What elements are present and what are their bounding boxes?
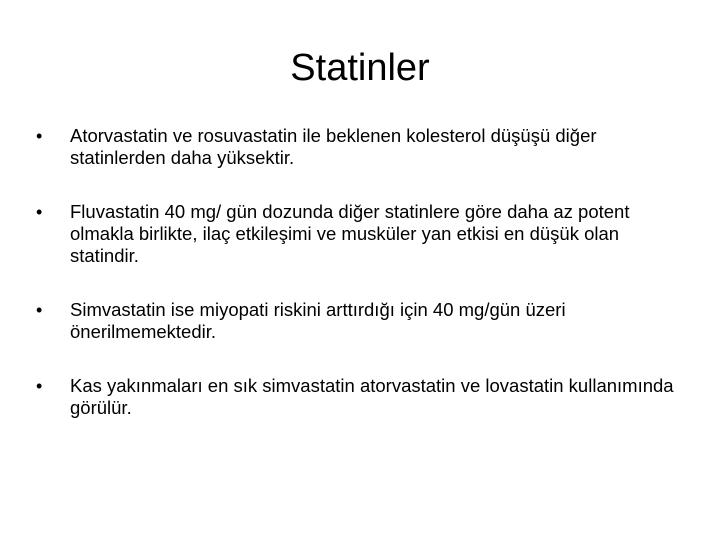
bullet-text: Fluvastatin 40 mg/ gün dozunda diğer statinlere göre daha az potent olmakla birlikte, ilaç etkileşimi ve musküler yan etkisi en düşük olan statindir. xyxy=(70,201,630,266)
bullet-text: Kas yakınmaları en sık simvastatin atorvastatin ve lovastatin kullanımında görülür. xyxy=(70,375,674,418)
bullet-text: Simvastatin ise miyopati riskini arttırdığı için 40 mg/gün üzeri önerilmemektedir. xyxy=(70,299,566,342)
bullet-icon: • xyxy=(36,376,43,396)
bullet-icon: • xyxy=(36,202,43,222)
bullet-item-2 xyxy=(36,201,686,267)
bullet-item-3 xyxy=(36,299,686,343)
bullet-icon: • xyxy=(36,126,43,146)
bullet-list xyxy=(36,125,686,451)
bullet-item-4 xyxy=(36,375,686,419)
bullet-text: Atorvastatin ve rosuvastatin ile beklenen kolesterol düşüşü diğer statinlerden daha yüksektir. xyxy=(70,125,597,168)
bullet-icon: • xyxy=(36,300,43,320)
bullet-item-1 xyxy=(36,125,686,169)
slide-title: Statinler xyxy=(290,47,430,89)
